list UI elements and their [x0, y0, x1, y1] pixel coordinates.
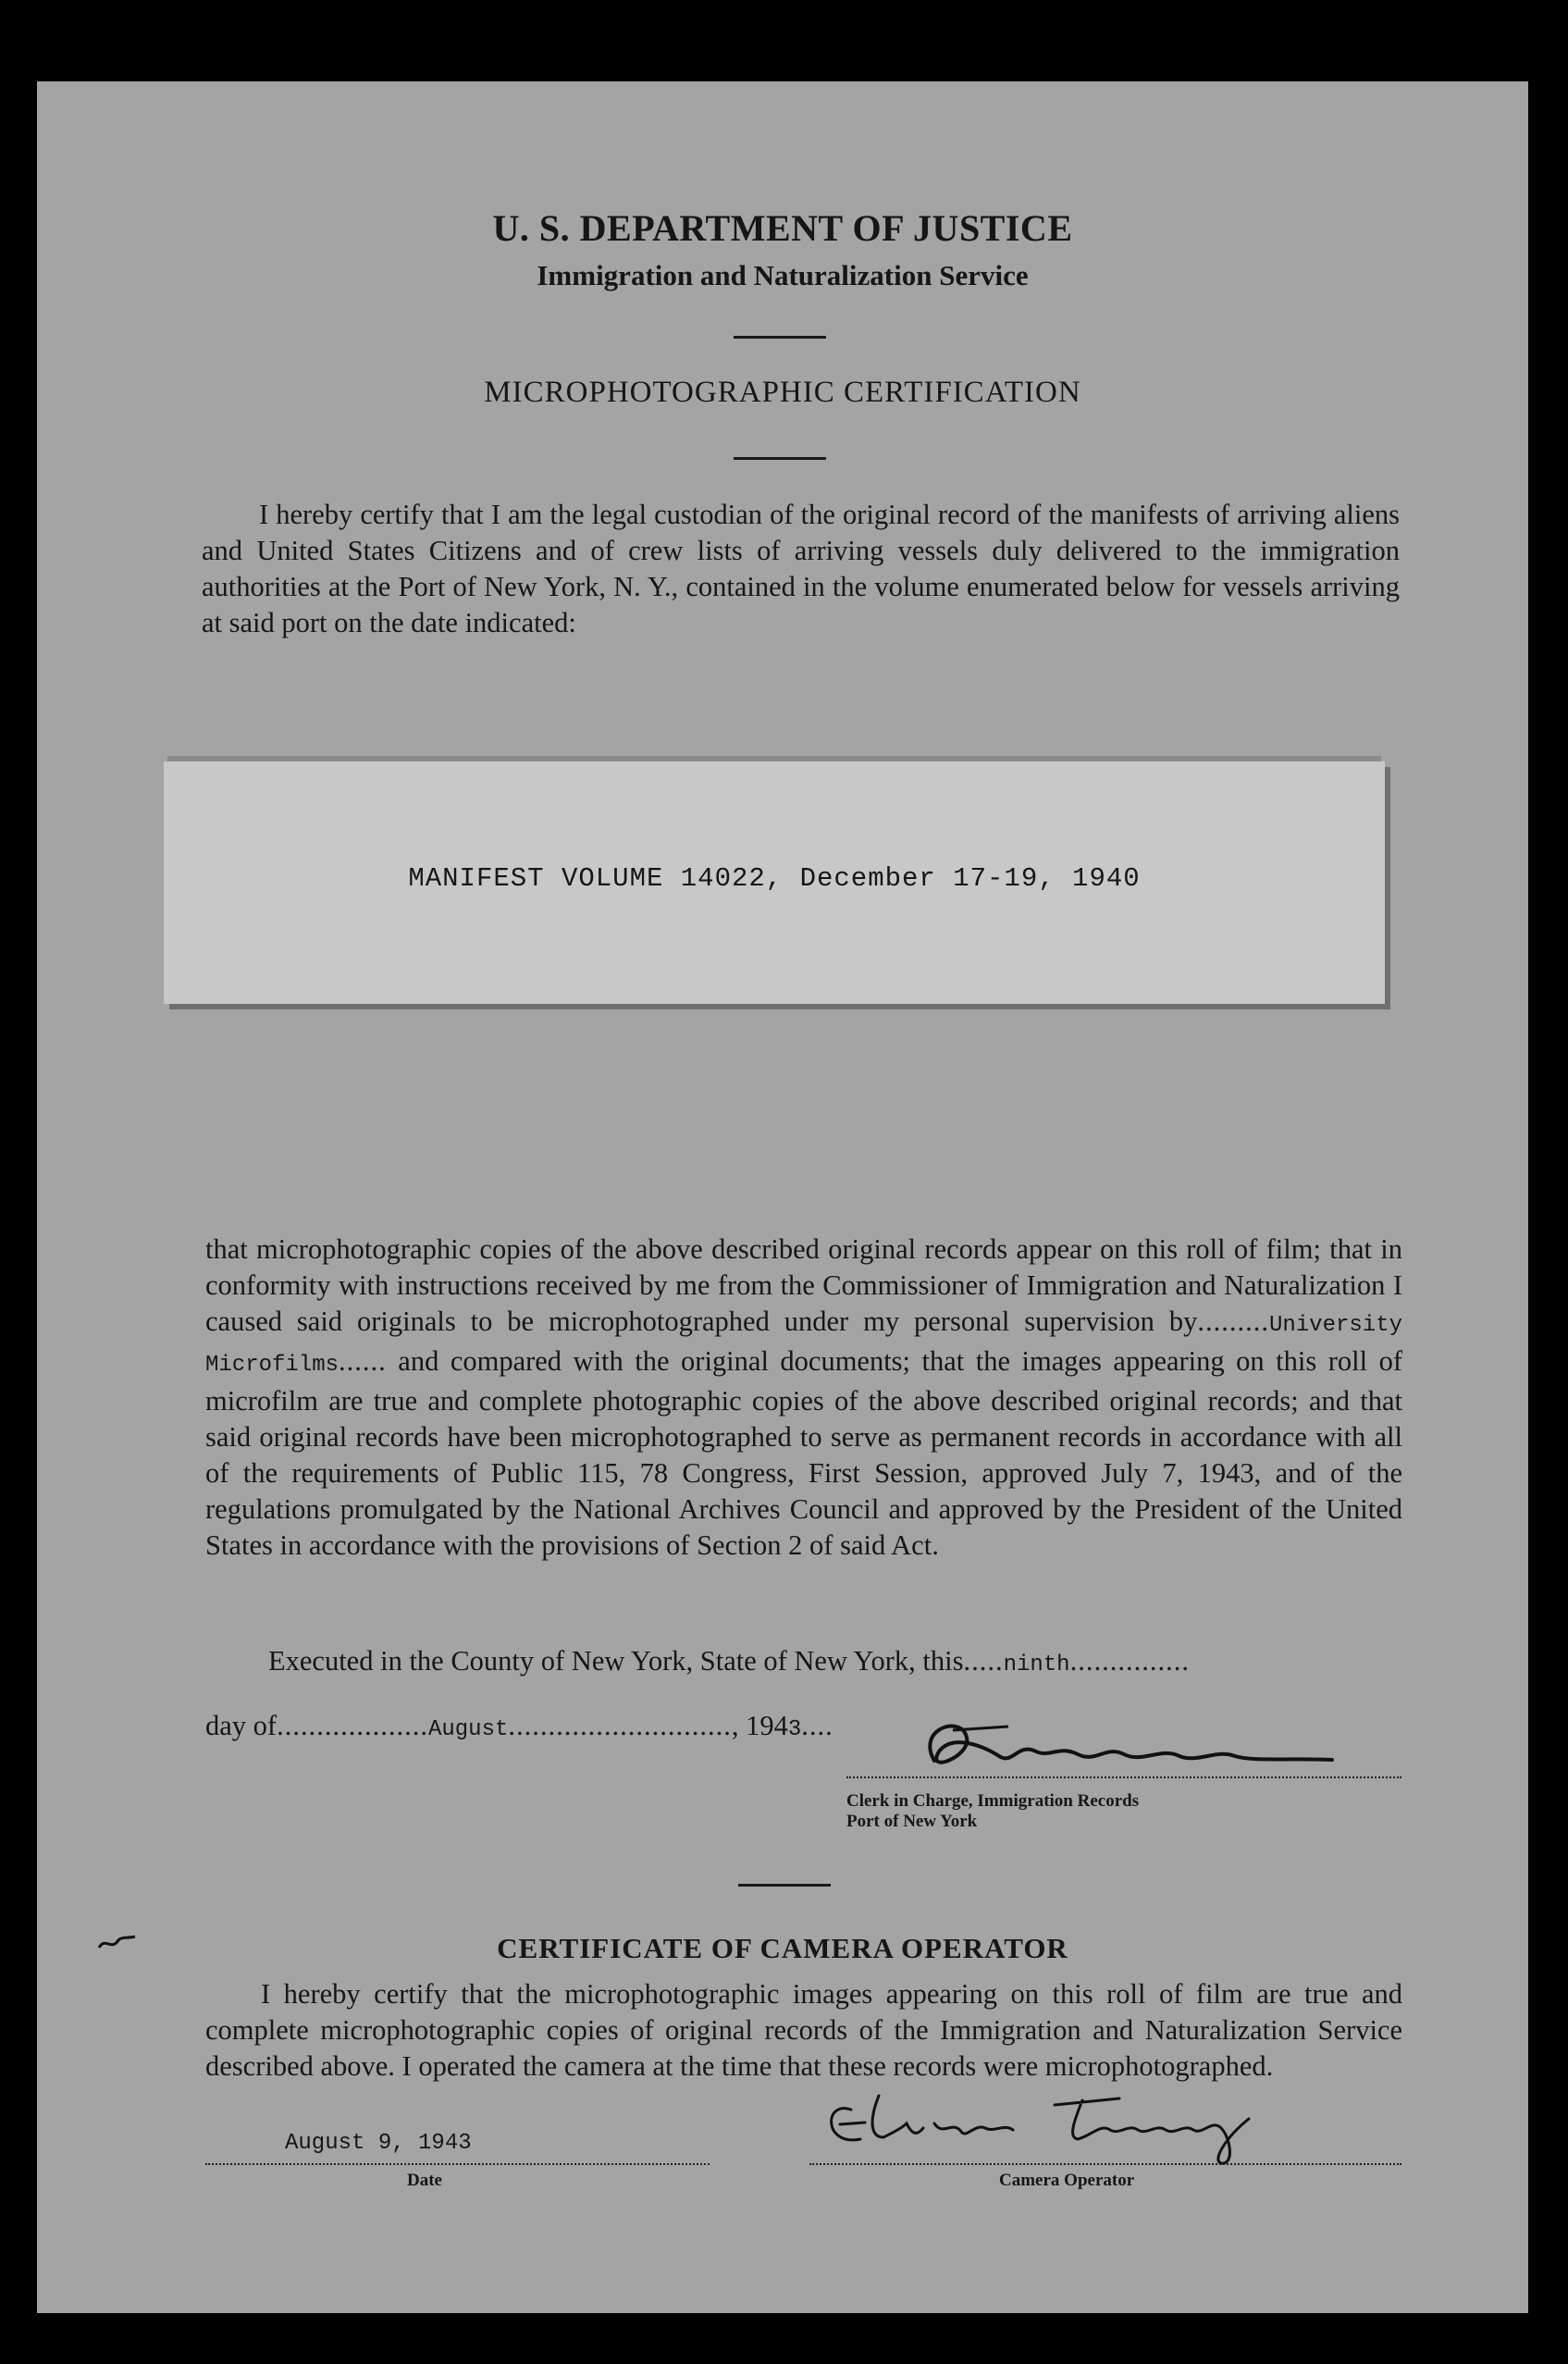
body-text-part2: and compared with the original documents; that the images appearing on this roll of microfilm are true and complete photographic copies of the above described original records; and that said original records have been microphotographed to serve as permanent records in accordance with all of the requirements of Public 115, 78 Congress, First Session, approved July 7, 1943, and of the regulations promulgated by the National Archives Council and approved by the President of the United States in accordance with the provisions of Section 2 of said Act.	[205, 1345, 1402, 1561]
camera-certificate-paragraph: I hereby certify that the microphotographic images appearing on this roll of film are true and complete microphotographic copies of original records of the Immigration and Naturalization Service described above. I operated the camera at the time that these records were microphotographed.	[205, 1978, 1402, 2082]
fill-dots: ...............	[1069, 1645, 1190, 1677]
year-prefix: , 194	[731, 1710, 788, 1741]
intro-paragraph: I hereby certify that I am the legal custodian of the original record of the manifests of arriving aliens and United States Citizens and of crew lists of arriving vessels duly delivered to the immigration authorities at the Port of New York, N. Y., contained in the volume enumerated below for vessels arriving at said port on the date indicated:	[202, 499, 1400, 638]
operator-label: Camera Operator	[999, 2171, 1135, 2190]
fill-dots: ....	[801, 1710, 833, 1741]
divider	[734, 336, 826, 339]
execution-line	[268, 1645, 1190, 1677]
fill-dots: .........	[1197, 1306, 1269, 1337]
volume-slip-text: MANIFEST VOLUME 14022, December 17-19, 1940	[408, 863, 1141, 894]
operator-signature-icon	[814, 2082, 1332, 2165]
execution-prefix: Executed in the County of New York, State of New York, this	[268, 1645, 964, 1677]
signature-line	[846, 1776, 1401, 1778]
date-label: Date	[407, 2171, 442, 2190]
clerk-signature-icon	[897, 1710, 1360, 1784]
department-heading: U. S. DEPARTMENT OF JUSTICE	[492, 207, 1073, 249]
day-of-label: day of	[205, 1710, 278, 1741]
divider	[734, 457, 826, 460]
photographer-field: University Microfilms	[205, 1313, 1402, 1378]
date-signature-line	[205, 2163, 710, 2165]
clerk-title	[846, 1791, 1139, 1832]
clerk-title-line1: Clerk in Charge, Immigration Records	[846, 1791, 1140, 1811]
volume-slip	[164, 761, 1385, 1004]
certification-title: MICROPHOTOGRAPHIC CERTIFICATION	[484, 376, 1081, 409]
day-field: ninth	[1003, 1652, 1070, 1677]
month-field: August	[427, 1717, 509, 1742]
service-subheading: Immigration and Naturalization Service	[537, 259, 1029, 291]
divider	[738, 1884, 831, 1887]
fill-dots: ......	[339, 1345, 387, 1377]
clerk-title-line2: Port of New York	[846, 1812, 978, 1831]
body-text-part1: that microphotographic copies of the above described original records appear on this roll of film; that in conformity with instructions received by me from the Commissioner of Immigration and Naturalization I caused said originals to be microphotographed under my personal supervision by	[205, 1233, 1402, 1337]
certificate-page	[37, 81, 1528, 2313]
operator-signature-line	[809, 2163, 1401, 2165]
fill-dots: ...................	[277, 1710, 428, 1741]
year-field: 3	[787, 1717, 802, 1742]
fill-dots: .....	[963, 1645, 1004, 1677]
camera-date-field: August 9, 1943	[285, 2131, 472, 2156]
camera-certificate-heading: CERTIFICATE OF CAMERA OPERATOR	[497, 1932, 1068, 1964]
certification-body	[205, 1232, 1402, 1564]
fill-dots: ............................	[508, 1710, 732, 1741]
date-line	[205, 1710, 833, 1742]
